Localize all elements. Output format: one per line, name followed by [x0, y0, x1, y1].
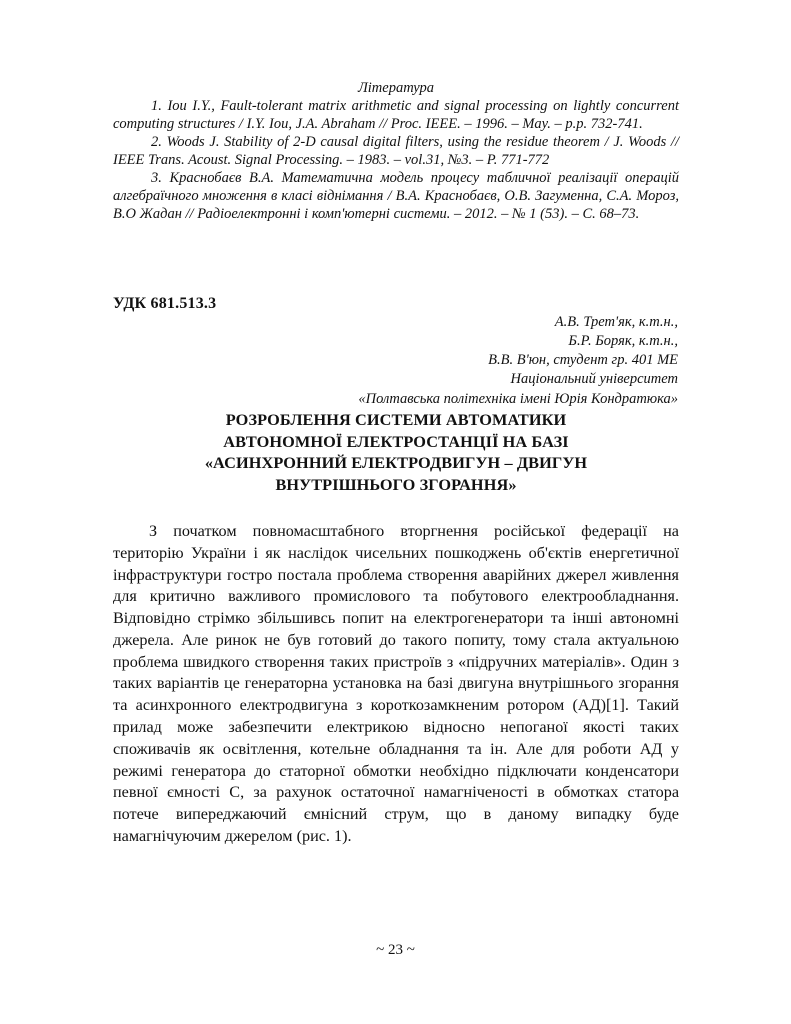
- body-paragraph: З початком повномасштабного вторгнення російської федерації на територію України і як наслідок чисельних пошкоджень об'єктів енергетичної інфраструктури гостро постала проблема створення аварійних джерел живлення для критично важливого промислового та побутового електрообладнання. Відповідно стрімко збільшивсь попит на електрогенератори та інші автономні джерела. Але ринок не був готовий до такого попиту, тому стала актуальною проблема швидкого створення таких пристроїв з «підручних матеріалів». Один з таких варіантів це генераторна установка на базі двигуна внутрішнього згорання та асинхронного електродвигуна з короткозамкненим ротором (АД)[1]. Такий прилад може забезпечити електрикою відносно непоганої якості таких споживачів як освітлення, котельне обладнання та ін. Але для роботи АД у режимі генератора до статорної обмотки необхідно підключати конденсатори певної ємності С, за рахунок остаточної намагніченості в обмотках статора потече випереджаючий ємнісний струм, що в даному випадку буде намагнічуючим джерелом (рис. 1).: [113, 522, 679, 845]
- references-heading: Література: [357, 80, 435, 96]
- author-name: Б.Р. Боряк, к.т.н.,: [568, 333, 678, 350]
- article-body: [113, 521, 679, 848]
- references-section: [113, 80, 679, 224]
- affiliation-line: Національний університет: [510, 371, 678, 388]
- title-line: РОЗРОБЛЕННЯ СИСТЕМИ АВТОМАТИКИ: [225, 410, 567, 429]
- reference-item: 1. Iou I.Y., Fault-tolerant matrix arithmetic and signal processing on lightly concurrent computing structures / I.Y. Iou, J.A. Abraham // Proc. IEEE. – 1996. – May. – p.p. 732-741.: [113, 98, 679, 133]
- reference-item: 2. Woods J. Stability of 2-D causal digital filters, using the residue theorem / J. Woods // IEEE Trans. Acoust. Signal Processing. – 1983. – vol.31, №3. – P. 771-772: [113, 134, 679, 169]
- title-line: АВТОНОМНОЇ ЕЛЕКТРОСТАНЦІЇ НА БАЗІ: [223, 431, 569, 451]
- author-name: А.В. Трет'як, к.т.н.,: [554, 314, 678, 330]
- udk-code: УДК 681.513.3: [113, 295, 217, 312]
- article-title: [113, 409, 679, 496]
- affiliation-line: «Полтавська політехніка імені Юрія Кондратюка»: [358, 390, 678, 407]
- authors-block: [258, 313, 678, 409]
- author-name: В.В. В'юн, студент гр. 401 МЕ: [488, 352, 678, 369]
- title-line: «АСИНХРОННИЙ ЕЛЕКТРОДВИГУН – ДВИГУН: [204, 453, 588, 473]
- reference-item: 3. Краснобаєв В.А. Математична модель процесу табличної реалізації операцій алгебраїчного множення в класі віднімання / В.А. Краснобаєв, О.В. Загуменна, С.А. Мороз, В.О Жадан // Радіоелектронні і комп'ютерні системи. – 2012. – № 1 (53). – С. 68–73.: [113, 169, 679, 222]
- title-line: ВНУТРІШНЬОГО ЗГОРАННЯ»: [275, 475, 517, 495]
- page-number: ~ 23 ~: [376, 942, 415, 958]
